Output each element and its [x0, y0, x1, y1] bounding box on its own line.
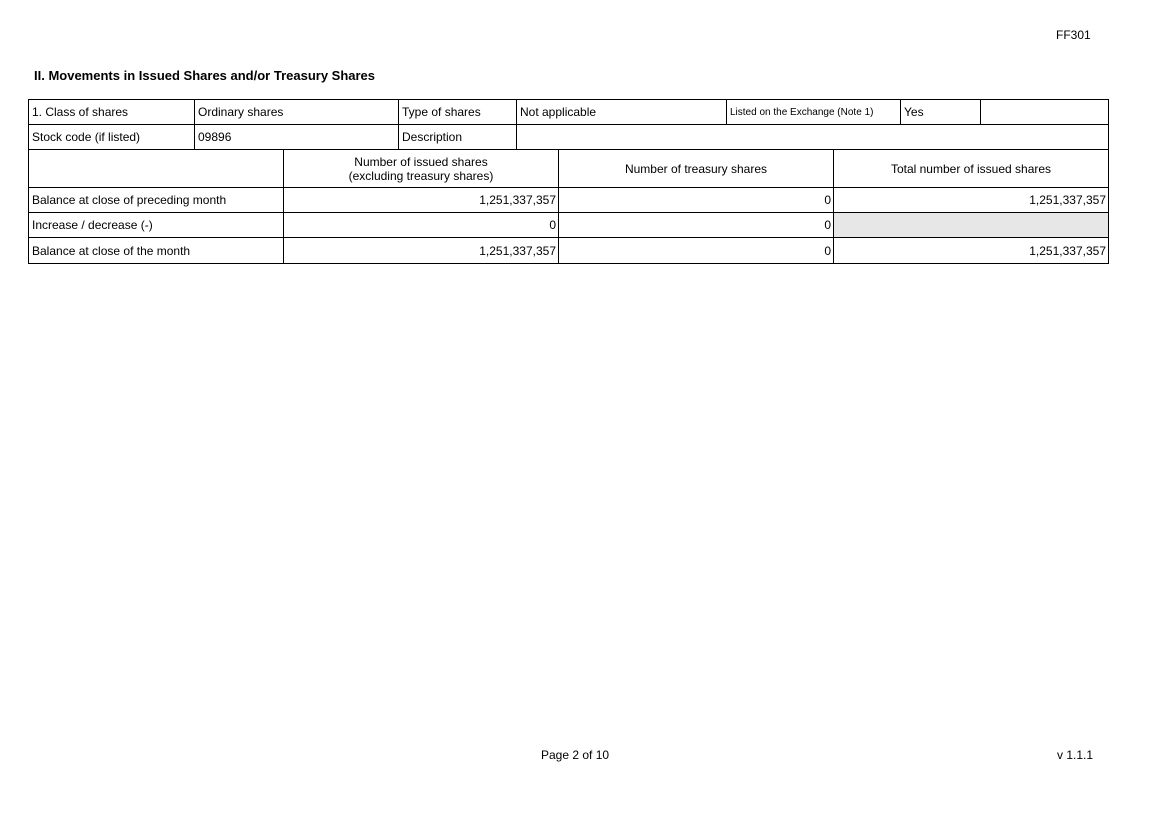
issued-shares-header-line2: (excluding treasury shares): [348, 168, 494, 183]
total-issued-shares-header: Total number of issued shares: [833, 149, 1109, 188]
stock-code-label: Stock code (if listed): [28, 124, 195, 150]
stock-code-value: 09896: [194, 124, 399, 150]
issued-shares-header-line1: Number of issued shares: [354, 154, 488, 169]
page-number: Page 2 of 10: [541, 748, 610, 762]
issued-preceding-month: 1,251,337,357: [283, 187, 559, 213]
type-of-shares-label: Type of shares: [398, 99, 517, 125]
row-label-increase-decrease: Increase / decrease (-): [28, 212, 284, 238]
type-of-shares-value: Not applicable: [516, 99, 727, 125]
issued-close-of-month: 1,251,337,357: [283, 237, 559, 264]
treasury-shares-header: Number of treasury shares: [558, 149, 834, 188]
total-preceding-month: 1,251,337,357: [833, 187, 1109, 213]
class-of-shares-value: Ordinary shares: [194, 99, 399, 125]
issued-shares-header: [283, 149, 559, 188]
description-value: [516, 124, 1109, 150]
treasury-increase-decrease: 0: [558, 212, 834, 238]
treasury-preceding-month: 0: [558, 187, 834, 213]
listed-on-exchange-value: Yes: [900, 99, 981, 125]
row-label-close-of-month: Balance at close of the month: [28, 237, 284, 264]
issued-increase-decrease: 0: [283, 212, 559, 238]
listed-extra-cell: [980, 99, 1109, 125]
total-increase-decrease-shaded: [833, 212, 1109, 238]
class-of-shares-label: 1. Class of shares: [28, 99, 195, 125]
section-title: II. Movements in Issued Shares and/or Treasury Shares: [34, 68, 376, 83]
listed-on-exchange-label: Listed on the Exchange (Note 1): [726, 99, 901, 125]
version-label: v 1.1.1: [1057, 748, 1094, 762]
header-blank-cell: [28, 149, 284, 188]
form-code: FF301: [1056, 28, 1091, 42]
total-close-of-month: 1,251,337,357: [833, 237, 1109, 264]
treasury-close-of-month: 0: [558, 237, 834, 264]
row-label-preceding-month: Balance at close of preceding month: [28, 187, 284, 213]
description-label: Description: [398, 124, 517, 150]
